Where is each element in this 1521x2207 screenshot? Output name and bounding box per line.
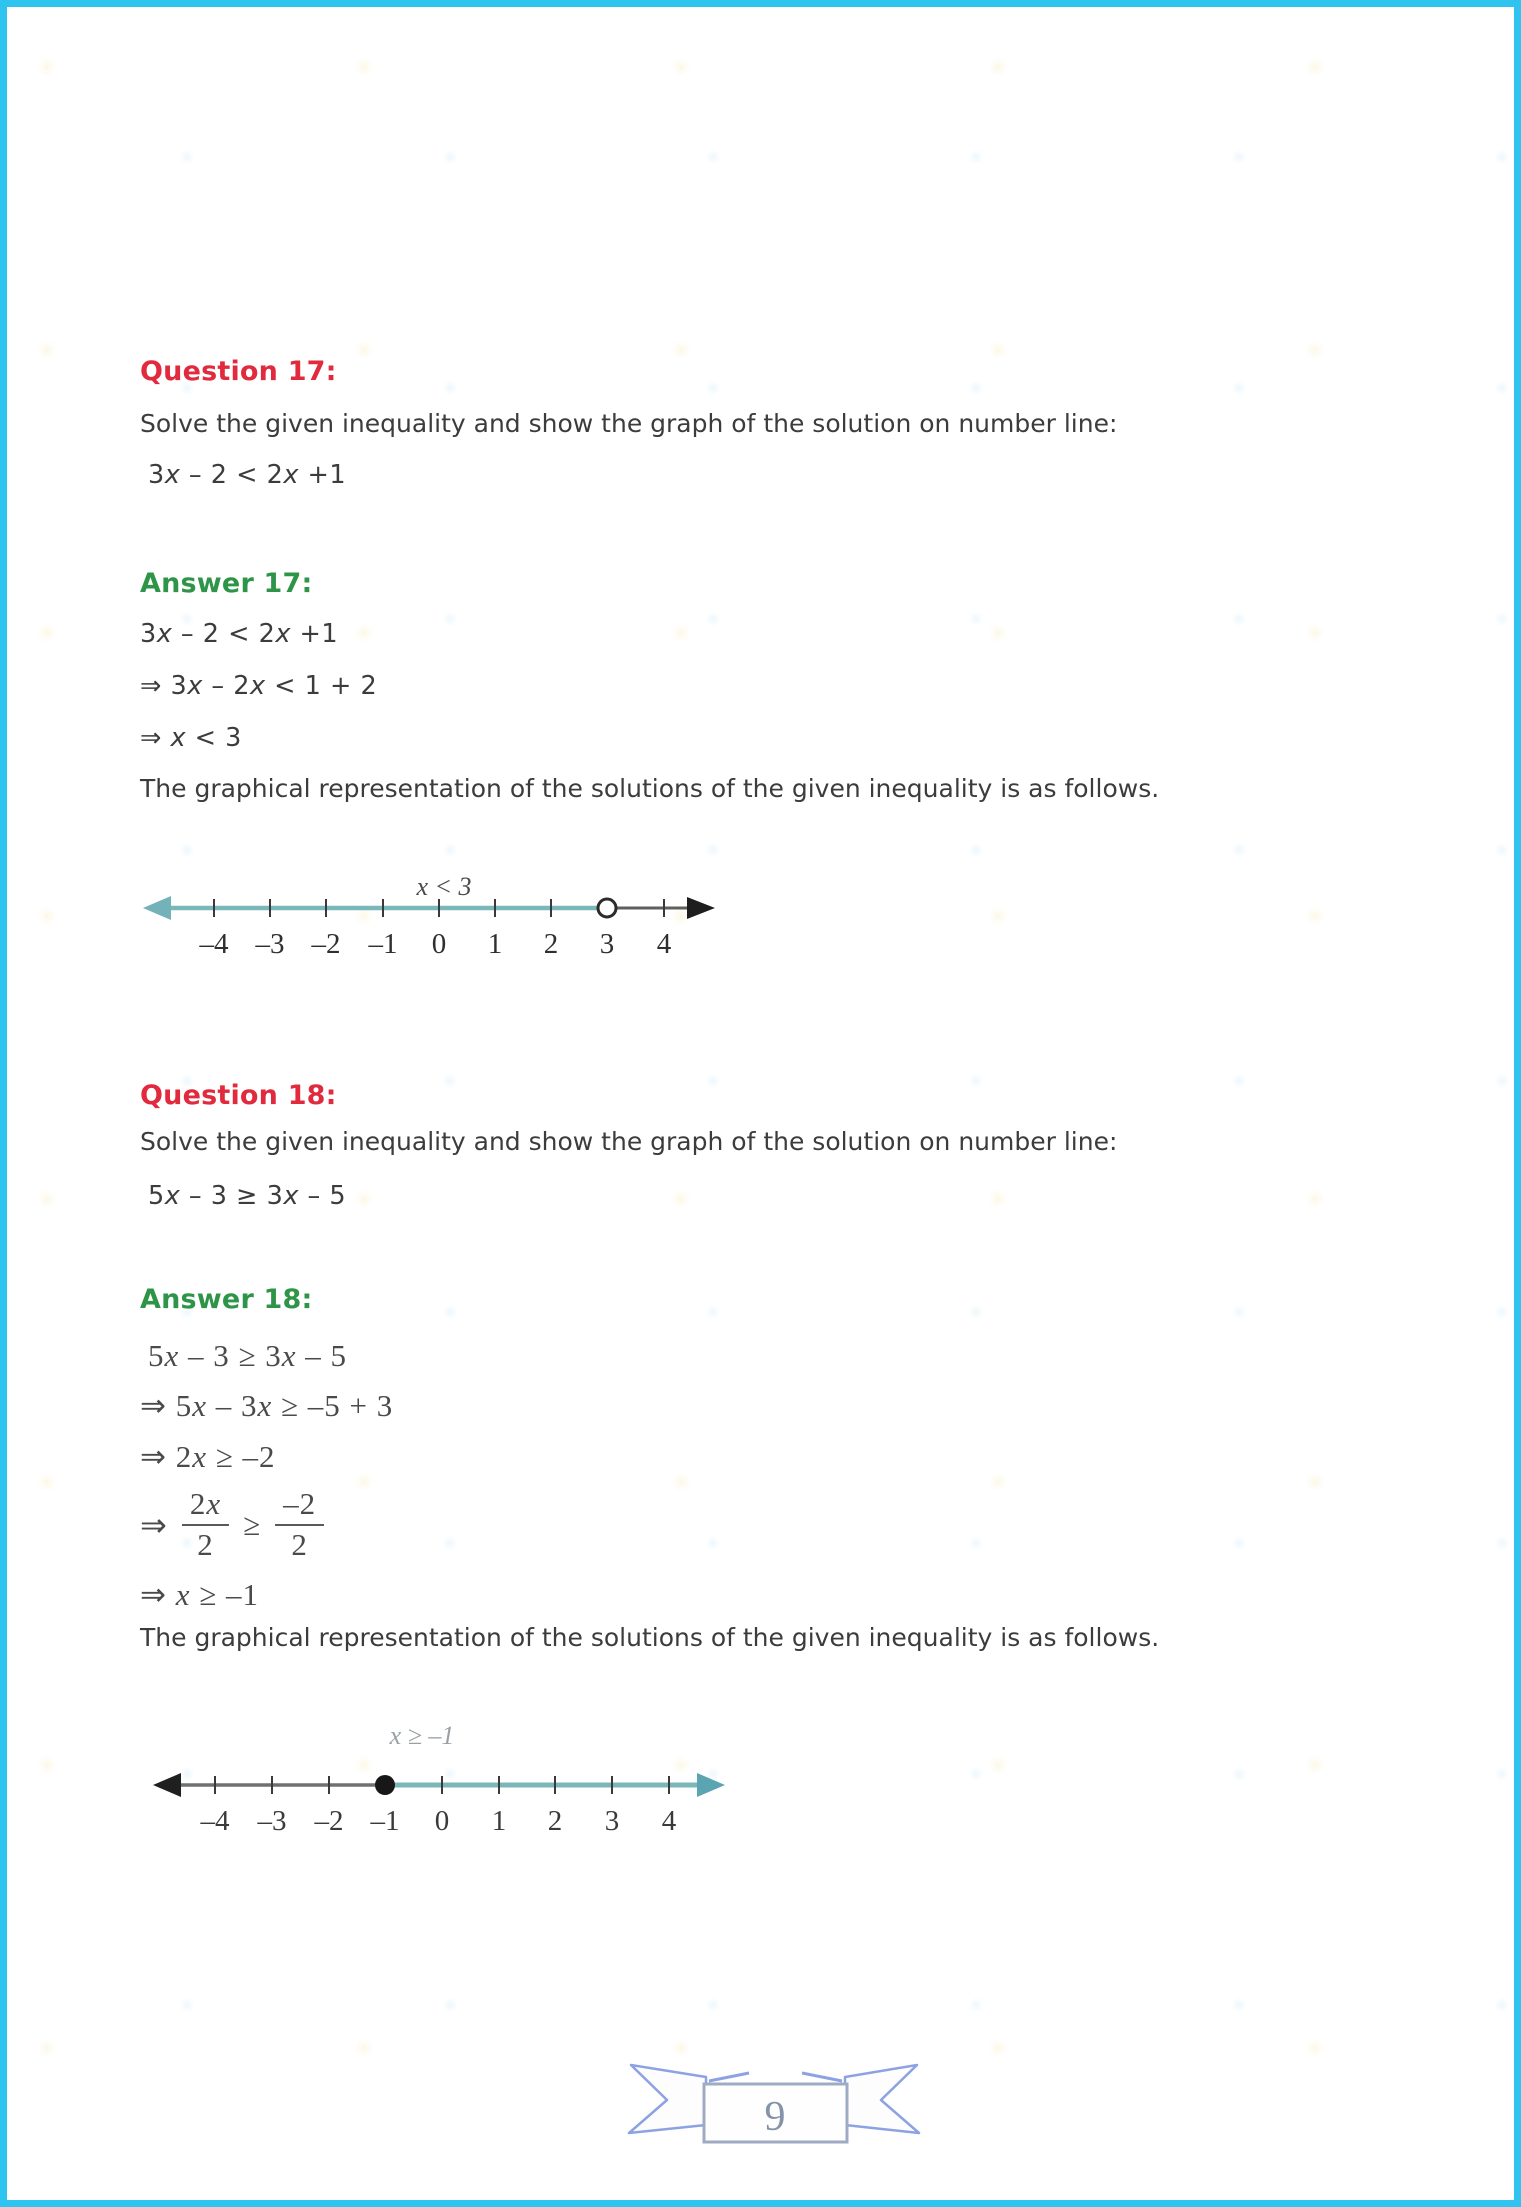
svg-text:–1: –1	[368, 928, 398, 960]
inequality-operator: ≥	[243, 1506, 262, 1542]
svg-text:2: 2	[547, 1805, 563, 1837]
ribbon-right-tail	[845, 2065, 919, 2133]
left-arrow-icon	[143, 896, 171, 920]
svg-text:–3: –3	[255, 928, 285, 960]
svg-text:3: 3	[604, 1805, 620, 1837]
svg-text:–4: –4	[200, 1805, 230, 1837]
answer-18-step-1: 5x – 3 ≥ 3x – 5	[148, 1338, 348, 1373]
svg-text:0: 0	[434, 1805, 450, 1837]
implies-symbol: ⇒	[140, 1506, 168, 1543]
svg-text:–3: –3	[257, 1805, 287, 1837]
svg-text:4: 4	[656, 928, 672, 960]
answer-17-step-3: ⇒ x < 3	[140, 723, 242, 753]
question-17-formula: 3x – 2 < 2x +1	[148, 460, 347, 490]
number-line-x-greater-equal-minus-1	[137, 1702, 757, 1842]
answer-17-step-2: ⇒ 3x – 2x < 1 + 2	[140, 671, 378, 701]
tick-labels	[200, 1805, 677, 1837]
question-17-prompt: Solve the given inequality and show the graph of the solution on number line:	[140, 409, 1118, 438]
svg-text:–2: –2	[311, 928, 341, 960]
svg-text:0: 0	[431, 928, 447, 960]
svg-text:–2: –2	[314, 1805, 344, 1837]
left-arrow-icon	[153, 1773, 181, 1797]
question-18-formula: 5x – 3 ≥ 3x – 5	[148, 1181, 347, 1211]
right-arrow-icon	[687, 897, 715, 919]
svg-text:–4: –4	[199, 928, 229, 960]
answer-17-step-1: 3x – 2 < 2x +1	[140, 619, 339, 649]
answer-18-note: The graphical representation of the solutions of the given inequality is as follows.	[140, 1623, 1160, 1652]
question-18-heading: Question 18:	[140, 1080, 337, 1111]
number-line-1-title: x < 3	[416, 872, 472, 901]
answer-17-heading: Answer 17:	[140, 568, 313, 599]
fraction-rhs-numerator: –2	[275, 1487, 324, 1526]
ribbon-left-fold	[709, 2073, 749, 2081]
page-number: 9	[764, 2094, 786, 2140]
number-line-x-less-than-3	[137, 857, 737, 969]
question-17-heading: Question 17:	[140, 356, 337, 387]
fraction-lhs-denominator: 2	[197, 1527, 214, 1563]
fraction-lhs	[182, 1487, 229, 1562]
right-arrow-icon	[697, 1773, 725, 1797]
fraction-rhs-denominator: 2	[291, 1527, 308, 1563]
svg-text:4: 4	[661, 1805, 677, 1837]
svg-text:2: 2	[543, 928, 559, 960]
svg-text:–1: –1	[370, 1805, 400, 1837]
svg-text:1: 1	[491, 1805, 507, 1837]
tick-labels	[199, 928, 672, 960]
closed-point-icon	[375, 1775, 395, 1795]
number-line-2-title: x ≥ –1	[389, 1721, 455, 1750]
answer-18-step-2: ⇒ 5x – 3x ≥ –5 + 3	[140, 1388, 394, 1423]
page-number-ribbon	[619, 2055, 929, 2155]
open-point-icon	[598, 899, 616, 917]
svg-text:3: 3	[599, 928, 615, 960]
fraction-lhs-numerator: 2x	[182, 1487, 229, 1526]
svg-text:1: 1	[487, 928, 503, 960]
question-18-prompt: Solve the given inequality and show the graph of the solution on number line:	[140, 1127, 1118, 1156]
answer-18-step-5: ⇒ x ≥ –1	[140, 1577, 260, 1612]
answer-17-note: The graphical representation of the solutions of the given inequality is as follows.	[140, 774, 1160, 803]
answer-18-step-3: ⇒ 2x ≥ –2	[140, 1439, 276, 1474]
answer-18-step-4	[140, 1487, 324, 1562]
fraction-rhs	[275, 1487, 324, 1562]
ribbon-right-fold	[802, 2073, 842, 2081]
answer-18-heading: Answer 18:	[140, 1284, 313, 1315]
ribbon-left-tail	[629, 2065, 706, 2133]
